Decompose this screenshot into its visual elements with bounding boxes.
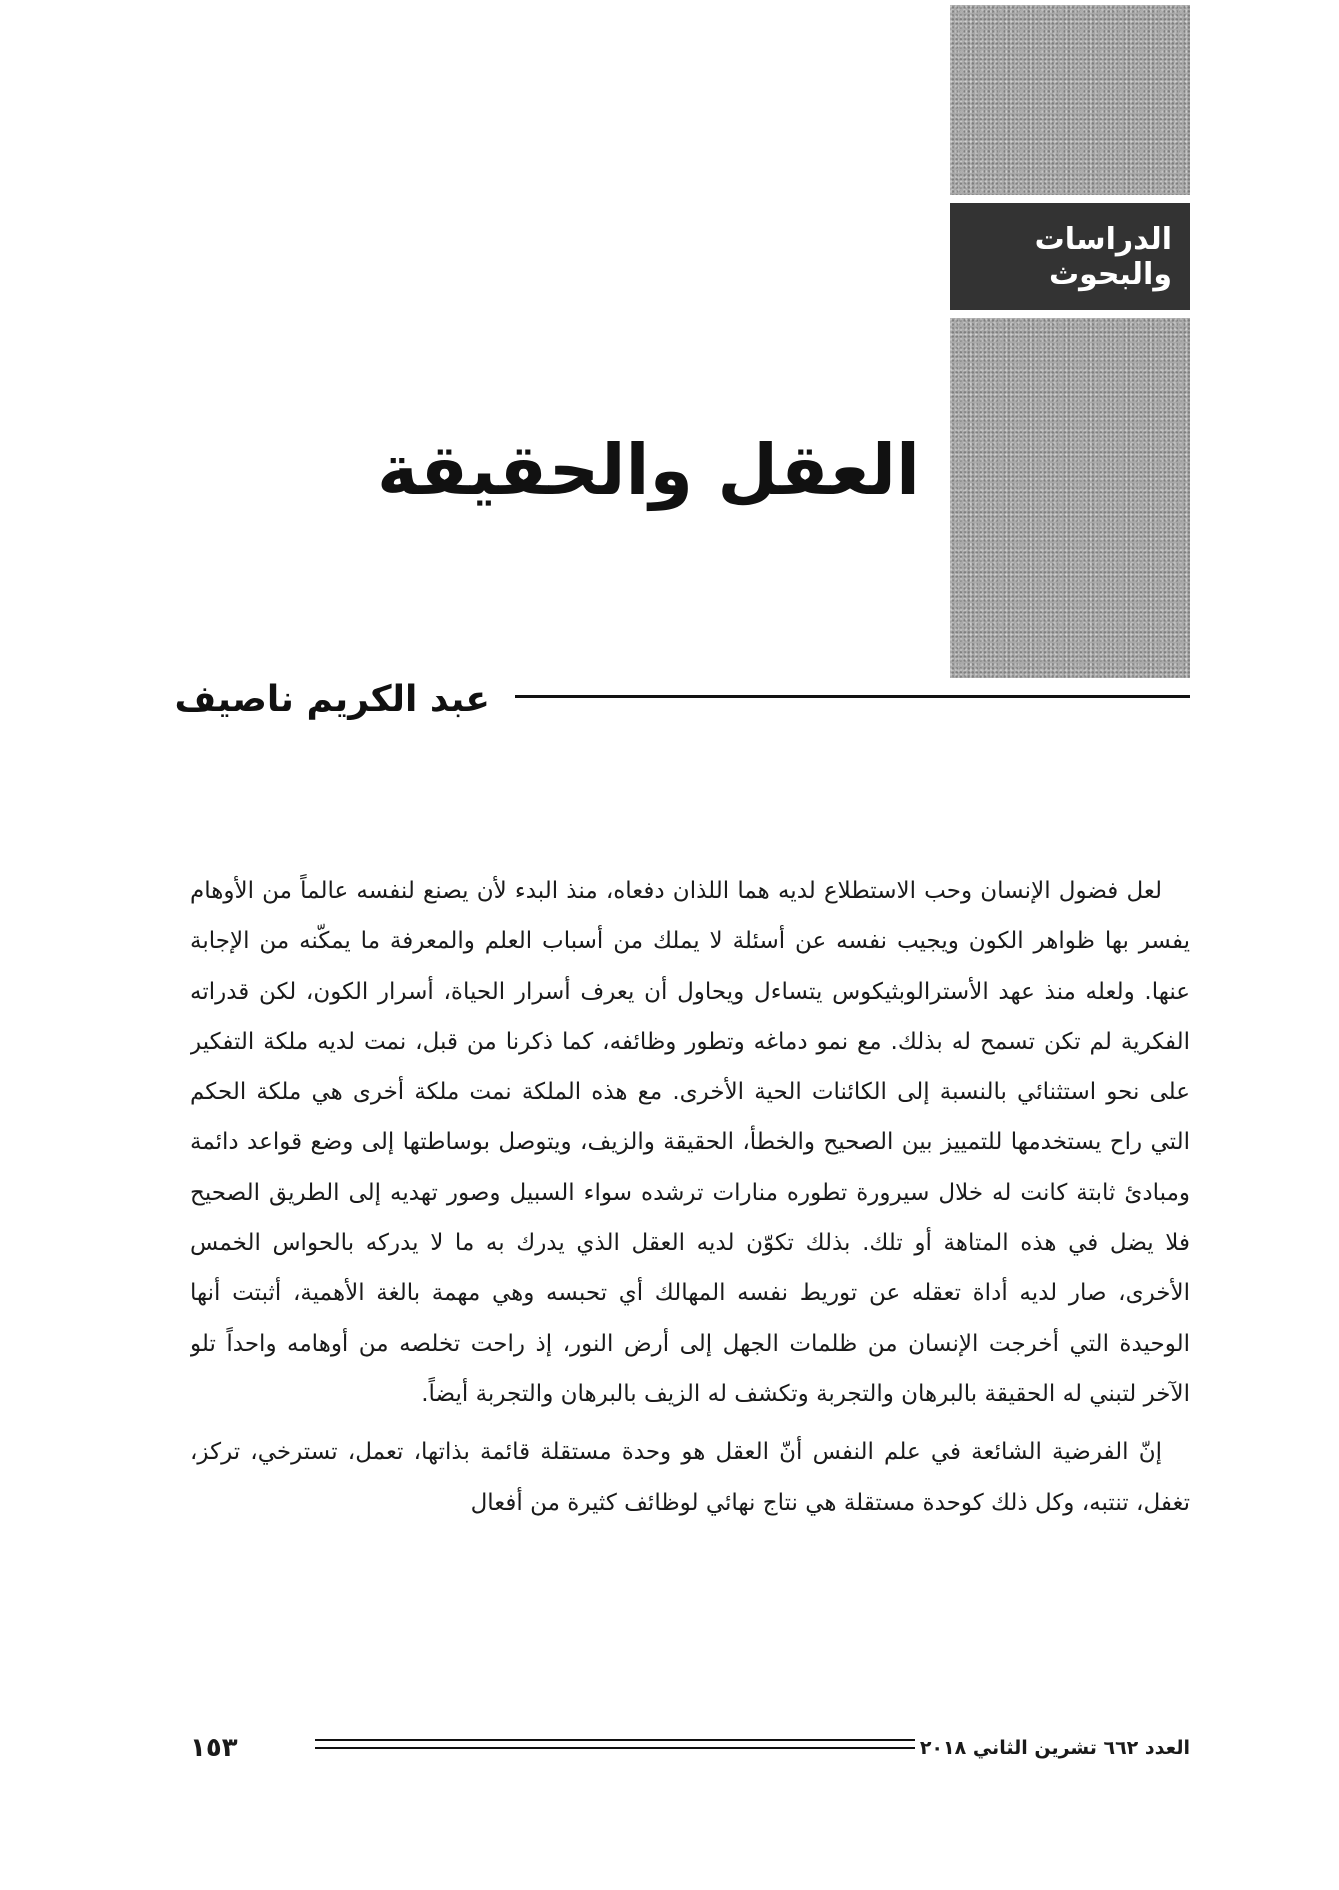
section-banner bbox=[950, 203, 1190, 310]
footer-divider bbox=[315, 1739, 915, 1749]
author-name: عبد الكريم ناصيف bbox=[174, 679, 490, 720]
body-paragraph-1: لعل فضول الإنسان وحب الاستطلاع لديه هما اللذان دفعاه، منذ البدء لأن يصنع لنفسه عالماً من الأوهام يفسر بها ظواهر الكون ويجيب نفسه عن أسئلة لا يملك من أسباب العلم والمعرفة ما يمكّنه من الإجابة عنها. ولعله منذ عهد الأسترالوبثيكوس يتساءل ويحاول أن يعرف أسرار الحياة، أسرار الكون، لكن قدراته الفكرية لم تكن تسمح له بذلك. مع نمو دماغه وتطور وظائفه، كما ذكرنا من قبل، نمت لديه ملكة التفكير على نحو استثنائي بالنسبة إلى الكائنات الحية الأخرى. مع هذه الملكة نمت ملكة أخرى هي ملكة الحكم التي راح يستخدمها للتمييز بين الصحيح والخطأ، الحقيقة والزيف، ويتوصل بوساطتها إلى وضع قواعد دائمة ومبادئ ثابتة كانت له خلال سيرورة تطوره منارات ترشده سواء السبيل وصور تهديه إلى الطريق الصحيح فلا يضل في هذه المتاهة أو تلك. بذلك تكوّن لديه العقل الذي يدرك به ما لا يدركه بالحواس الخمس الأخرى، صار لديه أداة تعقله عن توريط نفسه المهالك أي تحبسه وهي مهمة بالغة الأهمية، أثبتت أنها الوحيدة التي أخرجت الإنسان من ظلمات الجهل إلى أرض النور، إذ راحت تخلصه من أوهامه واحداً تلو الآخر لتبني له الحقيقة بالبرهان والتجربة وتكشف له الزيف بالبرهان والتجربة أيضاً. bbox=[190, 878, 1190, 1407]
decorative-gray-block-top bbox=[950, 5, 1190, 195]
body-paragraph-2: إنّ الفرضية الشائعة في علم النفس أنّ العقل هو وحدة مستقلة قائمة بذاتها، تعمل، تسترخي، تركز، تغفل، تنتبه، وكل ذلك كوحدة مستقلة هي نتاج نهائي لوظائف كثيرة من أفعال bbox=[190, 1439, 1190, 1516]
section-label: الدراسات والبحوث bbox=[1034, 221, 1172, 292]
article-title: العقل والحقيقة bbox=[376, 429, 920, 511]
page-number: ١٥٣ bbox=[190, 1733, 238, 1763]
author-divider bbox=[515, 695, 1190, 698]
decorative-gray-block-bottom bbox=[950, 318, 1190, 678]
article-body bbox=[190, 866, 1190, 1706]
issue-info: العدد ٦٦٢ تشرين الثاني ٢٠١٨ bbox=[919, 1737, 1190, 1759]
